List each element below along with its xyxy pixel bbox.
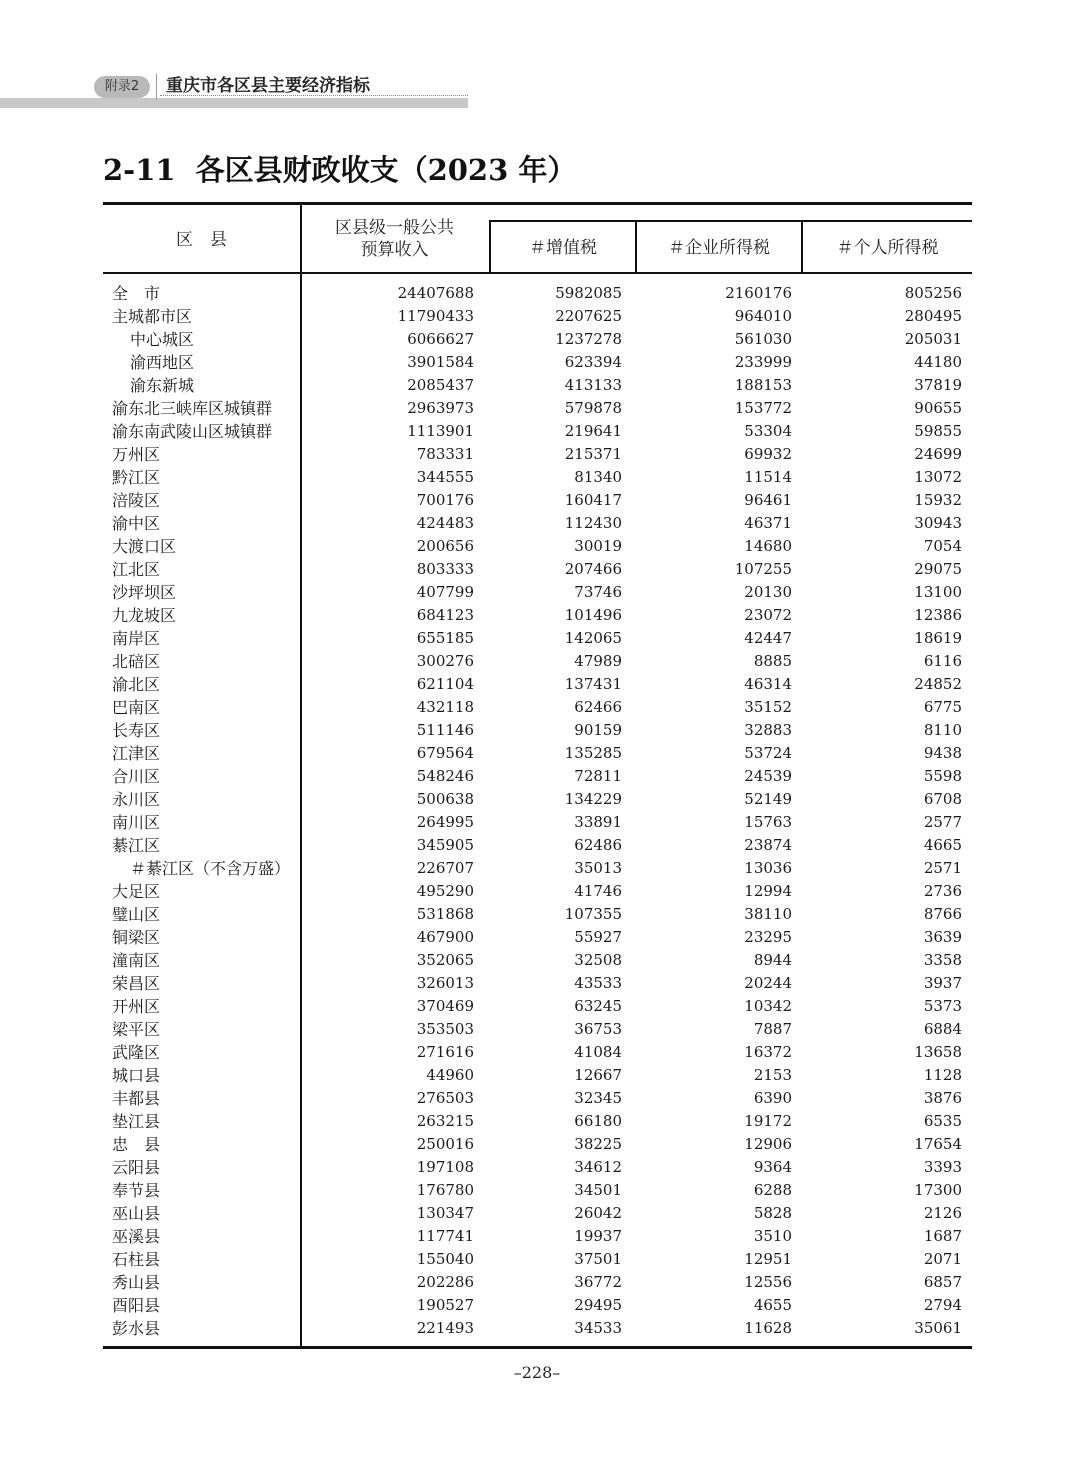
revenue-value: 467900	[416, 928, 474, 946]
corporate-tax-value: 561030	[734, 330, 792, 348]
corporate-tax-value: 7887	[753, 1020, 792, 1038]
corporate-tax-value: 4655	[753, 1296, 792, 1314]
revenue-value: 621104	[416, 675, 474, 693]
district-name: 武隆区	[112, 1043, 161, 1062]
table-row	[103, 650, 972, 673]
district-name: 巫溪县	[112, 1227, 161, 1246]
vat-value: 55927	[574, 928, 622, 946]
corporate-tax-value: 188153	[734, 376, 792, 394]
revenue-value: 407799	[416, 583, 474, 601]
corporate-tax-value: 20130	[744, 583, 792, 601]
revenue-value: 352065	[416, 951, 474, 969]
revenue-value: 2085437	[407, 376, 474, 394]
table-title: 各区县财政收支（2023 年）	[195, 153, 577, 187]
revenue-value: 6066627	[407, 330, 474, 348]
corporate-tax-value: 53304	[744, 422, 792, 440]
revenue-value: 495290	[416, 882, 474, 900]
vat-value: 29495	[574, 1296, 622, 1314]
personal-tax-value: 2577	[923, 813, 962, 831]
personal-tax-value: 2794	[923, 1296, 962, 1314]
revenue-value: 2963973	[407, 399, 474, 417]
vat-value: 112430	[564, 514, 622, 532]
district-name: 全 市	[112, 284, 161, 303]
vat-value: 32508	[574, 951, 622, 969]
page-title	[103, 150, 576, 190]
personal-tax-value: 6535	[923, 1112, 962, 1130]
personal-tax-value: 1687	[923, 1227, 962, 1245]
personal-tax-value: 6857	[923, 1273, 962, 1291]
table-row	[103, 742, 972, 765]
table-number: 2-11	[103, 153, 176, 187]
table-row	[103, 1317, 972, 1340]
corporate-tax-value: 12556	[744, 1273, 792, 1291]
district-name: 渝北区	[112, 675, 161, 694]
district-name: 渝东新城	[130, 376, 195, 395]
district-name: 铜梁区	[112, 928, 161, 947]
corporate-tax-value: 46371	[744, 514, 792, 532]
personal-tax-value: 17300	[914, 1181, 962, 1199]
header-dotted-rule	[160, 95, 468, 96]
district-name: 垫江县	[112, 1112, 161, 1131]
personal-tax-value: 35061	[914, 1319, 962, 1337]
revenue-value: 500638	[416, 790, 474, 808]
corporate-tax-value: 8885	[753, 652, 792, 670]
vat-value: 142065	[564, 629, 622, 647]
vat-value: 107355	[564, 905, 622, 923]
table-row	[103, 1156, 972, 1179]
vat-value: 26042	[574, 1204, 622, 1222]
corporate-tax-value: 233999	[734, 353, 792, 371]
corporate-tax-value: 964010	[734, 307, 792, 325]
personal-tax-value: 2126	[923, 1204, 962, 1222]
vat-value: 135285	[564, 744, 622, 762]
vat-value: 73746	[574, 583, 622, 601]
personal-tax-value: 7054	[923, 537, 962, 555]
personal-tax-value: 18619	[914, 629, 962, 647]
personal-tax-value: 3393	[923, 1158, 962, 1176]
personal-tax-value: 1128	[923, 1066, 962, 1084]
vat-value: 32345	[574, 1089, 622, 1107]
district-name: 中心城区	[130, 330, 195, 349]
personal-tax-value: 24699	[914, 445, 962, 463]
table-header	[103, 205, 972, 274]
table-row	[103, 972, 972, 995]
header-corporate-tax: ＃企业所得税	[668, 238, 770, 258]
revenue-value: 130347	[416, 1204, 474, 1222]
vat-value: 62466	[574, 698, 622, 716]
revenue-value: 353503	[416, 1020, 474, 1038]
corporate-tax-value: 6390	[753, 1089, 792, 1107]
header-separator	[156, 74, 157, 100]
table-row	[103, 489, 972, 512]
personal-tax-value: 13100	[914, 583, 962, 601]
vat-value: 623394	[564, 353, 622, 371]
personal-tax-value: 13658	[914, 1043, 962, 1061]
revenue-value: 155040	[416, 1250, 474, 1268]
revenue-value: 276503	[416, 1089, 474, 1107]
personal-tax-value: 8110	[923, 721, 962, 739]
revenue-value: 803333	[416, 560, 474, 578]
vat-value: 34612	[574, 1158, 622, 1176]
corporate-tax-value: 20244	[744, 974, 792, 992]
corporate-tax-value: 23072	[744, 606, 792, 624]
corporate-tax-value: 42447	[744, 629, 792, 647]
revenue-value: 3901584	[407, 353, 474, 371]
table-row	[103, 512, 972, 535]
district-name: 江北区	[112, 560, 161, 579]
corporate-tax-value: 11514	[744, 468, 792, 486]
revenue-value: 202286	[416, 1273, 474, 1291]
corporate-tax-value: 35152	[744, 698, 792, 716]
table-row	[103, 1202, 972, 1225]
district-name: 石柱县	[112, 1250, 161, 1269]
vat-value: 41746	[574, 882, 622, 900]
table-row	[103, 604, 972, 627]
personal-tax-value: 3358	[923, 951, 962, 969]
header-subrule	[489, 220, 972, 222]
district-name: 南川区	[112, 813, 161, 832]
district-name: 巴南区	[112, 698, 161, 717]
personal-tax-value: 12386	[914, 606, 962, 624]
corporate-tax-value: 6288	[753, 1181, 792, 1199]
revenue-value: 345905	[416, 836, 474, 854]
vat-value: 36772	[574, 1273, 622, 1291]
revenue-value: 511146	[416, 721, 474, 739]
district-name: 主城都市区	[112, 307, 193, 326]
district-name: 北碚区	[112, 652, 161, 671]
table-row	[103, 949, 972, 972]
personal-tax-value: 2736	[923, 882, 962, 900]
revenue-value: 700176	[416, 491, 474, 509]
district-name: 九龙坡区	[112, 606, 177, 625]
table-row	[103, 673, 972, 696]
district-name: 渝东南武陵山区城镇群	[112, 422, 273, 441]
personal-tax-value: 37819	[914, 376, 962, 394]
corporate-tax-value: 46314	[744, 675, 792, 693]
district-name: 南岸区	[112, 629, 161, 648]
corporate-tax-value: 53724	[744, 744, 792, 762]
personal-tax-value: 805256	[904, 284, 962, 302]
table-row	[103, 696, 972, 719]
table-row	[103, 880, 972, 903]
table-row	[103, 328, 972, 351]
corporate-tax-value: 23295	[744, 928, 792, 946]
table-row	[103, 857, 972, 880]
personal-tax-value: 5598	[923, 767, 962, 785]
district-name: 渝西地区	[130, 353, 195, 372]
district-name: 丰都县	[112, 1089, 161, 1108]
district-name: 大足区	[112, 882, 161, 901]
table-row	[103, 466, 972, 489]
vat-value: 90159	[574, 721, 622, 739]
revenue-value: 250016	[416, 1135, 474, 1153]
district-name: 酉阳县	[112, 1296, 161, 1315]
header-vat: ＃增值税	[529, 238, 597, 258]
revenue-value: 1113901	[407, 422, 474, 440]
revenue-value: 263215	[416, 1112, 474, 1130]
revenue-value: 344555	[416, 468, 474, 486]
vat-value: 38225	[574, 1135, 622, 1153]
corporate-tax-value: 38110	[744, 905, 792, 923]
table-row	[103, 788, 972, 811]
table-row	[103, 719, 972, 742]
personal-tax-value: 2571	[923, 859, 962, 877]
vat-value: 101496	[564, 606, 622, 624]
district-name: 江津区	[112, 744, 161, 763]
corporate-tax-value: 32883	[744, 721, 792, 739]
table-row	[103, 995, 972, 1018]
personal-tax-value: 5373	[923, 997, 962, 1015]
table-row	[103, 581, 972, 604]
vat-value: 219641	[564, 422, 622, 440]
district-name: 綦江区	[112, 836, 161, 855]
table-row	[103, 420, 972, 443]
vat-value: 137431	[564, 675, 622, 693]
revenue-value: 271616	[416, 1043, 474, 1061]
personal-tax-value: 4665	[923, 836, 962, 854]
table-row	[103, 1110, 972, 1133]
vat-value: 134229	[564, 790, 622, 808]
corporate-tax-value: 24539	[744, 767, 792, 785]
table-row	[103, 1133, 972, 1156]
corporate-tax-value: 19172	[744, 1112, 792, 1130]
personal-tax-value: 2071	[923, 1250, 962, 1268]
vat-value: 43533	[574, 974, 622, 992]
table-row	[103, 443, 972, 466]
personal-tax-value: 59855	[914, 422, 962, 440]
vat-value: 2207625	[555, 307, 622, 325]
corporate-tax-value: 16372	[744, 1043, 792, 1061]
vat-value: 34533	[574, 1319, 622, 1337]
corporate-tax-value: 2153	[753, 1066, 792, 1084]
corporate-tax-value: 12951	[744, 1250, 792, 1268]
table-row	[103, 305, 972, 328]
personal-tax-value: 13072	[914, 468, 962, 486]
district-name: 璧山区	[112, 905, 161, 924]
revenue-value: 684123	[416, 606, 474, 624]
district-name: 奉节县	[112, 1181, 161, 1200]
table-row	[103, 765, 972, 788]
fiscal-table	[103, 202, 972, 1349]
district-name: 荣昌区	[112, 974, 161, 993]
district-name: 秀山县	[112, 1273, 161, 1292]
district-name: 开州区	[112, 997, 161, 1016]
district-name: 梁平区	[112, 1020, 161, 1039]
table-row	[103, 1087, 972, 1110]
district-name: 涪陵区	[112, 491, 161, 510]
table-row	[103, 1179, 972, 1202]
personal-tax-value: 44180	[914, 353, 962, 371]
vat-value: 34501	[574, 1181, 622, 1199]
revenue-value: 679564	[416, 744, 474, 762]
district-name: 长寿区	[112, 721, 161, 740]
personal-tax-value: 3937	[923, 974, 962, 992]
vat-value: 5982085	[555, 284, 622, 302]
vat-value: 1237278	[555, 330, 622, 348]
revenue-value: 117741	[416, 1227, 474, 1245]
vat-value: 35013	[574, 859, 622, 877]
page-number: –228–	[513, 1363, 561, 1382]
vat-value: 72811	[574, 767, 622, 785]
vat-value: 62486	[574, 836, 622, 854]
district-name: 渝东北三峡库区城镇群	[112, 399, 273, 418]
vat-value: 36753	[574, 1020, 622, 1038]
table-row	[103, 926, 972, 949]
personal-tax-value: 3876	[923, 1089, 962, 1107]
table-body	[103, 274, 972, 1346]
table-bottom-rule	[103, 1346, 972, 1349]
personal-tax-value: 8766	[923, 905, 962, 923]
revenue-value: 221493	[416, 1319, 474, 1337]
personal-tax-value: 30943	[914, 514, 962, 532]
revenue-value: 264995	[416, 813, 474, 831]
table-row	[103, 1064, 972, 1087]
district-name: ＃綦江区（不含万盛）	[130, 859, 291, 878]
header-revenue: 区县级一般公共 预算收入	[335, 218, 454, 260]
corporate-tax-value: 69932	[744, 445, 792, 463]
revenue-value: 176780	[416, 1181, 474, 1199]
personal-tax-value: 90655	[914, 399, 962, 417]
header-district: 区 县	[176, 230, 227, 250]
revenue-value: 11790433	[397, 307, 474, 325]
district-name: 云阳县	[112, 1158, 161, 1177]
corporate-tax-value: 9364	[753, 1158, 792, 1176]
district-name: 彭水县	[112, 1319, 161, 1338]
vat-value: 37501	[574, 1250, 622, 1268]
table-row	[103, 1248, 972, 1271]
vat-value: 19937	[574, 1227, 622, 1245]
corporate-tax-value: 13036	[744, 859, 792, 877]
personal-tax-value: 6884	[923, 1020, 962, 1038]
personal-tax-value: 24852	[914, 675, 962, 693]
corporate-tax-value: 5828	[753, 1204, 792, 1222]
corporate-tax-value: 14680	[744, 537, 792, 555]
header-personal-tax: ＃个人所得税	[836, 238, 939, 258]
personal-tax-value: 6708	[923, 790, 962, 808]
table-row	[103, 1225, 972, 1248]
district-name: 黔江区	[112, 468, 161, 487]
personal-tax-value: 280495	[904, 307, 962, 325]
table-row	[103, 397, 972, 420]
appendix-badge: 附录2	[94, 76, 150, 98]
corporate-tax-value: 8944	[753, 951, 792, 969]
personal-tax-value: 17654	[914, 1135, 962, 1153]
revenue-value: 783331	[416, 445, 474, 463]
vat-value: 81340	[574, 468, 622, 486]
corporate-tax-value: 2160176	[725, 284, 792, 302]
vat-value: 215371	[564, 445, 622, 463]
table-row	[103, 351, 972, 374]
vat-value: 160417	[564, 491, 622, 509]
district-name: 忠 县	[112, 1135, 161, 1154]
running-header-title: 重庆市各区县主要经济指标	[166, 76, 370, 96]
vat-value: 207466	[564, 560, 622, 578]
personal-tax-value: 15932	[914, 491, 962, 509]
corporate-tax-value: 96461	[744, 491, 792, 509]
vat-value: 63245	[574, 997, 622, 1015]
revenue-value: 370469	[416, 997, 474, 1015]
vat-value: 47989	[574, 652, 622, 670]
vat-value: 41084	[574, 1043, 622, 1061]
personal-tax-value: 205031	[904, 330, 962, 348]
revenue-value: 326013	[416, 974, 474, 992]
personal-tax-value: 6775	[923, 698, 962, 716]
revenue-value: 200656	[416, 537, 474, 555]
district-name: 渝中区	[112, 514, 161, 533]
vat-value: 30019	[574, 537, 622, 555]
district-name: 潼南区	[112, 951, 161, 970]
header-bar	[0, 98, 468, 108]
personal-tax-value: 3639	[923, 928, 962, 946]
corporate-tax-value: 52149	[744, 790, 792, 808]
corporate-tax-value: 107255	[734, 560, 792, 578]
corporate-tax-value: 3510	[753, 1227, 792, 1245]
table-row	[103, 903, 972, 926]
district-name: 永川区	[112, 790, 161, 809]
corporate-tax-value: 153772	[734, 399, 792, 417]
district-name: 沙坪坝区	[112, 583, 177, 602]
corporate-tax-value: 12906	[744, 1135, 792, 1153]
table-row	[103, 1294, 972, 1317]
vat-value: 413133	[564, 376, 622, 394]
revenue-value: 300276	[416, 652, 474, 670]
personal-tax-value: 6116	[923, 652, 962, 670]
revenue-value: 531868	[416, 905, 474, 923]
table-row	[103, 1018, 972, 1041]
revenue-value: 24407688	[397, 284, 474, 302]
revenue-value: 548246	[416, 767, 474, 785]
table-row	[103, 834, 972, 857]
revenue-value: 190527	[416, 1296, 474, 1314]
personal-tax-value: 29075	[914, 560, 962, 578]
vat-value: 12667	[574, 1066, 622, 1084]
revenue-value: 432118	[416, 698, 474, 716]
revenue-value: 197108	[416, 1158, 474, 1176]
corporate-tax-value: 15763	[744, 813, 792, 831]
district-name: 合川区	[112, 767, 161, 786]
district-name: 城口县	[112, 1066, 161, 1085]
district-name: 大渡口区	[112, 537, 177, 556]
table-row	[103, 282, 972, 305]
personal-tax-value: 9438	[923, 744, 962, 762]
revenue-value: 44960	[426, 1066, 474, 1084]
table-row	[103, 535, 972, 558]
table-row	[103, 558, 972, 581]
revenue-value: 226707	[416, 859, 474, 877]
district-name: 万州区	[112, 445, 161, 464]
corporate-tax-value: 11628	[744, 1319, 792, 1337]
corporate-tax-value: 10342	[744, 997, 792, 1015]
table-row	[103, 811, 972, 834]
corporate-tax-value: 12994	[744, 882, 792, 900]
vat-value: 33891	[574, 813, 622, 831]
revenue-value: 655185	[416, 629, 474, 647]
table-row	[103, 1271, 972, 1294]
corporate-tax-value: 23874	[744, 836, 792, 854]
table-row	[103, 374, 972, 397]
vat-value: 579878	[564, 399, 622, 417]
vat-value: 66180	[574, 1112, 622, 1130]
table-row	[103, 627, 972, 650]
revenue-value: 424483	[416, 514, 474, 532]
district-name: 巫山县	[112, 1204, 161, 1223]
table-row	[103, 1041, 972, 1064]
